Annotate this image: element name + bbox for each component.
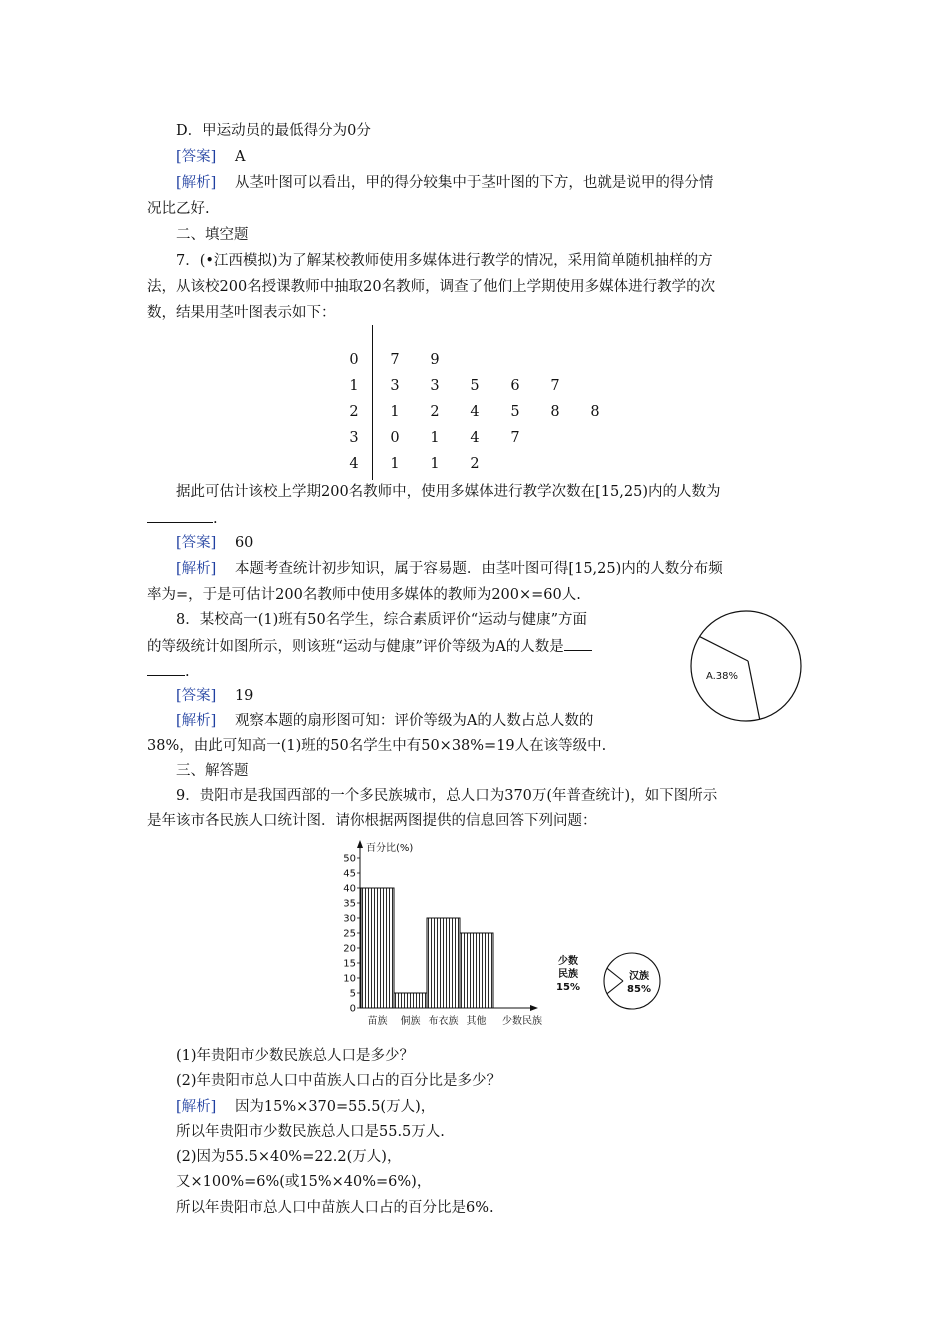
bar-2 <box>427 918 460 1008</box>
question-9-sub1: (1)年贵阳市少数民族总人口是多少？ <box>176 1048 415 1064</box>
leaf-value: 1 <box>390 456 400 472</box>
y-tick-label: 30 <box>343 913 356 925</box>
pie-label-minority-1: 少数 <box>558 956 578 967</box>
y-axis-arrow <box>357 840 363 848</box>
stem-leaf-plot <box>340 325 620 485</box>
leaf-value: 1 <box>430 456 440 472</box>
analysis-text: 因为15%×370=55.5(万人)， <box>234 1099 436 1115</box>
y-tick-label: 25 <box>343 928 356 940</box>
leaf-value: 9 <box>430 352 440 368</box>
analysis-tag: [解析] <box>176 175 217 191</box>
question-9-line1: 9．贵阳市是我国西部的一个多民族城市，总人口为370万(年普查统计)，如下图所示 <box>176 788 718 804</box>
y-tick-label: 50 <box>343 853 356 865</box>
y-tick-label: 20 <box>343 943 356 955</box>
x-axis-arrow <box>530 1005 538 1011</box>
answer-line <box>176 147 245 167</box>
question-7-blank-line: . <box>147 508 218 529</box>
analysis-8-line <box>176 711 593 731</box>
analysis-9-c: (2)因为55.5×40%=22.2(万人)， <box>176 1149 402 1165</box>
analysis-tag: [解析] <box>176 1099 217 1115</box>
analysis-text: 本题考查统计初步知识，属于容易题．由茎叶图可得[15,25)内的人数分布频 <box>234 561 723 577</box>
leaf-value: 8 <box>590 404 600 420</box>
answer-value: A <box>234 149 246 165</box>
leaf-value: 2 <box>430 404 440 420</box>
pie-label-han: 汉族 <box>629 971 649 982</box>
pie-slice-edge-2 <box>700 637 748 661</box>
analysis-9-line <box>176 1097 435 1117</box>
stem-leaf-divider <box>372 325 373 480</box>
answer-tag: [答案] <box>176 149 217 165</box>
answer-value: 60 <box>234 535 254 551</box>
population-bar-chart <box>340 838 560 1033</box>
pie-label-a: A.38% <box>705 671 739 682</box>
leaf-value: 1 <box>390 404 400 420</box>
pie-label-minority-pct: 15% <box>556 982 580 993</box>
analysis-text: 从茎叶图可以看出，甲的得分较集中于茎叶图的下方，也就是说甲的得分情 <box>234 175 714 191</box>
question-8-line2 <box>147 636 592 657</box>
y-tick-label: 45 <box>343 868 356 880</box>
leaf-value: 7 <box>390 352 400 368</box>
analysis-7-cont: 率为=，于是可估计200名教师中使用多媒体的教师为200×=60人. <box>147 587 581 603</box>
question-8-line1: 8．某校高一(1)班有50名学生，综合素质评价“运动与健康”方面 <box>176 612 588 628</box>
answer-value: 19 <box>234 688 254 704</box>
stem-value: 2 <box>349 404 359 420</box>
stem-value: 3 <box>349 430 359 446</box>
bar-3 <box>460 933 493 1008</box>
leaf-value: 0 <box>390 430 400 446</box>
answer-7-line <box>176 533 253 553</box>
leaf-value: 4 <box>470 430 480 446</box>
question-7-line4: 据此可估计该校上学期200名教师中，使用多媒体进行教学次数在[15,25)内的人数为 <box>176 484 721 500</box>
stem-value: 4 <box>349 456 359 472</box>
question-7-line1: 7．(•江西模拟)为了解某校教师使用多媒体进行教学的情况，采用简单随机抽样的方 <box>176 253 713 269</box>
bar-0 <box>361 888 394 1008</box>
stem-value: 1 <box>349 378 359 394</box>
ethnicity-pie-chart <box>555 948 665 1014</box>
y-tick-label: 0 <box>349 1003 356 1015</box>
pie-slice-edge-1 <box>748 661 760 719</box>
y-axis-label: 百分比(%) <box>366 843 414 854</box>
x-axis-label: 少数民族 <box>502 1016 542 1027</box>
leaf-value: 7 <box>550 378 560 394</box>
x-tick-label: 其他 <box>466 1016 487 1027</box>
section-heading-solve: 三、解答题 <box>176 763 249 779</box>
answer-blank[interactable] <box>147 508 213 523</box>
y-tick-label: 10 <box>343 973 356 985</box>
question-7-line3: 数，结果用茎叶图表示如下： <box>147 305 336 321</box>
question-8-blank-line: . <box>147 661 190 682</box>
leaf-value: 5 <box>470 378 480 394</box>
y-tick-label: 40 <box>343 883 356 895</box>
leaf-value: 3 <box>390 378 400 394</box>
leaf-value: 1 <box>430 430 440 446</box>
analysis-9-b: 所以年贵阳市少数民族总人口是55.5万人. <box>176 1124 445 1140</box>
leaf-value: 5 <box>510 404 520 420</box>
leaf-value: 7 <box>510 430 520 446</box>
y-tick-label: 35 <box>343 898 356 910</box>
pie-slice-edge-1 <box>607 981 623 994</box>
x-tick-label: 侗族 <box>400 1016 421 1027</box>
answer-8-line <box>176 686 253 706</box>
leaf-value: 3 <box>430 378 440 394</box>
leaf-value: 4 <box>470 404 480 420</box>
analysis-line <box>176 173 713 193</box>
option-d: D．甲运动员的最低得分为0分 <box>176 123 371 139</box>
pie-label-minority-2: 民族 <box>558 969 578 980</box>
pie-label-han-pct: 85% <box>627 984 651 995</box>
answer-tag: [答案] <box>176 535 217 551</box>
y-tick-label: 5 <box>349 988 356 1000</box>
question-9-line2: 是年该市各民族人口统计图．请你根据两图提供的信息回答下列问题： <box>147 813 597 829</box>
answer-blank[interactable] <box>564 636 592 651</box>
analysis-text: 观察本题的扇形图可知：评价等级为A的人数占总人数的 <box>234 713 594 729</box>
leaf-value: 2 <box>470 456 480 472</box>
question-9-sub2: (2)年贵阳市总人口中苗族人口占的百分比是多少？ <box>176 1073 502 1089</box>
analysis-tag: [解析] <box>176 561 217 577</box>
pie-slice-edge-2 <box>607 968 623 981</box>
analysis-9-d: 又×100%=6%(或15%×40%=6%)， <box>176 1174 432 1190</box>
question-8-text: 的等级统计如图所示，则该班“运动与健康”评价等级为A的人数是 <box>147 639 564 655</box>
y-tick-label: 15 <box>343 958 356 970</box>
bar-1 <box>394 993 427 1008</box>
x-tick-label: 布衣族 <box>428 1016 459 1027</box>
leaf-value: 8 <box>550 404 560 420</box>
analysis-9-e: 所以年贵阳市总人口中苗族人口占的百分比是6%. <box>176 1200 494 1216</box>
analysis-tag: [解析] <box>176 713 217 729</box>
answer-blank-cont[interactable] <box>147 661 185 676</box>
analysis-7-line <box>176 559 723 579</box>
answer-tag: [答案] <box>176 688 217 704</box>
analysis-text-cont: 况比乙好. <box>147 201 210 217</box>
leaf-value: 6 <box>510 378 520 394</box>
question-7-line2: 法，从该校200名授课教师中抽取20名教师，调查了他们上学期使用多媒体进行教学的次 <box>147 279 716 295</box>
section-heading-fill: 二、填空题 <box>176 227 249 243</box>
pie-circle <box>691 611 801 721</box>
stem-value: 0 <box>349 352 359 368</box>
x-tick-label: 苗族 <box>367 1016 388 1027</box>
analysis-8-cont: 38%，由此可知高一(1)班的50名学生中有50×38%=19人在该等级中. <box>147 738 607 754</box>
grade-pie-chart <box>688 608 804 724</box>
